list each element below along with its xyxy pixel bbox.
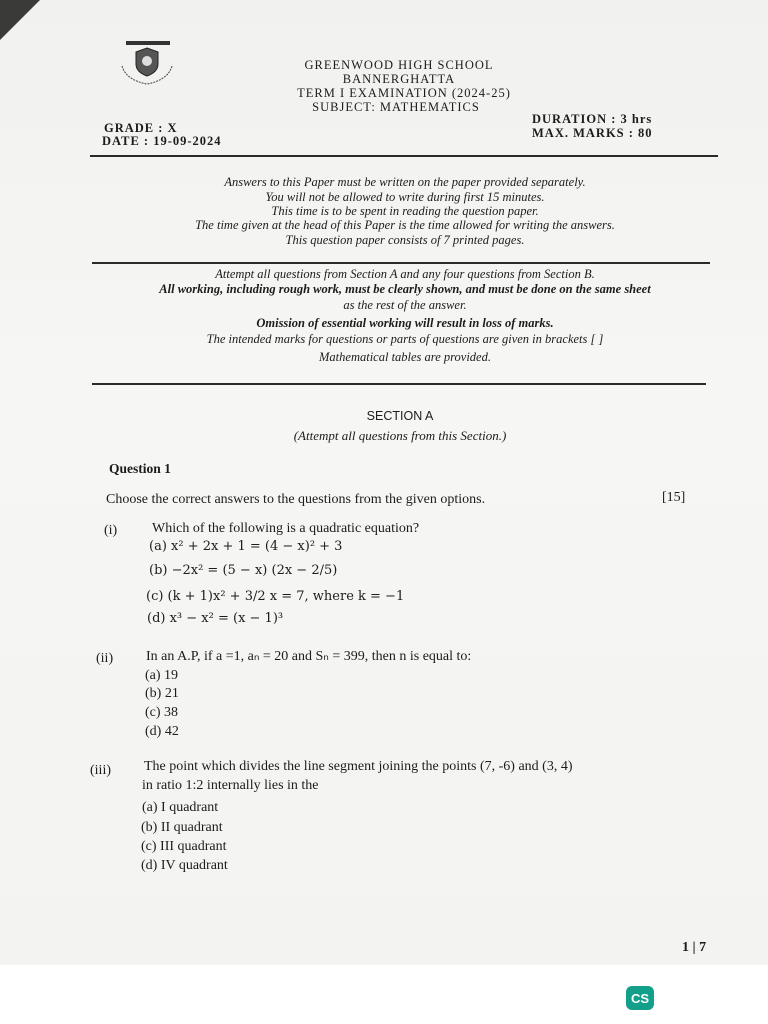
instruction-line: This question paper consists of 7 printed pages. (285, 233, 525, 247)
option-c: (c) (k + 1)x² + 3/2 x = 7, where k = −1 (146, 589, 405, 604)
option-c: (c) 38 (145, 705, 179, 720)
duration-label: DURATION : 3 hrs (532, 112, 653, 126)
option-d: (d) IV quadrant (141, 858, 228, 873)
instruction-line: Mathematical tables are provided. (319, 350, 491, 364)
divider-2 (92, 262, 710, 264)
option-d: (d) x³ − x² = (x − 1)³ (147, 611, 284, 626)
instruction-line: All working, including rough work, must be clearly shown, and must be done on the same sheet (159, 282, 651, 296)
divider-3 (92, 383, 706, 385)
option-b: (b) 21 (145, 686, 179, 701)
section-subtitle: (Attempt all questions from this Section.) (293, 428, 507, 443)
part-text: Which of the following is a quadratic equation? (152, 521, 420, 536)
option-d: (d) 42 (145, 724, 179, 739)
camscanner-badge: CS (626, 986, 654, 1010)
question-prompt: Choose the correct answers to the questions from the given options. (106, 492, 486, 507)
grade-label: GRADE : X (104, 121, 178, 135)
max-marks-label: MAX. MARKS : 80 (532, 126, 653, 140)
exam-title: TERM I EXAMINATION (2024-25) (297, 86, 511, 100)
school-name: GREENWOOD HIGH SCHOOL (304, 58, 494, 72)
option-a: (a) x² + 2x + 1 = (4 − x)² + 3 (149, 539, 343, 554)
option-b: (b) −2x² = (5 − x) (2x − 2/5) (149, 563, 338, 578)
instruction-line: Answers to this Paper must be written on the paper provided separately. (224, 175, 586, 189)
section-title: SECTION A (366, 409, 434, 423)
instruction-line: You will not be allowed to write during first 15 minutes. (265, 190, 545, 204)
divider-1 (90, 155, 718, 157)
part-number: (i) (104, 523, 118, 538)
page-number: 1 | 7 (682, 940, 707, 955)
option-a: (a) 19 (145, 668, 179, 683)
part-number: (ii) (96, 651, 114, 666)
school-location: BANNERGHATTA (342, 72, 456, 86)
part-text-continued: in ratio 1:2 internally lies in the (142, 778, 319, 793)
instruction-line: as the rest of the answer. (343, 298, 467, 312)
part-text: In an A.P, if a =1, aₙ = 20 and Sₙ = 399, then n is equal to: (146, 649, 472, 664)
question-title: Question 1 (109, 461, 171, 476)
instruction-line: The time given at the head of this Paper is the time allowed for writing the answers. (195, 218, 615, 232)
instruction-line: This time is to be spent in reading the question paper. (271, 204, 539, 218)
instruction-line: Attempt all questions from Section A and any four questions from Section B. (215, 267, 595, 281)
option-b: (b) II quadrant (141, 820, 223, 835)
instruction-line: Omission of essential working will result in loss of marks. (256, 316, 554, 330)
part-text: The point which divides the line segment joining the points (7, -6) and (3, 4) (144, 759, 573, 774)
question-marks: [15] (662, 490, 686, 505)
photo-corner (0, 0, 40, 40)
instruction-line: The intended marks for questions or parts of questions are given in brackets [ ] (206, 332, 604, 346)
option-c: (c) III quadrant (141, 839, 227, 854)
option-a: (a) I quadrant (142, 800, 219, 815)
part-number: (iii) (90, 763, 111, 778)
subject-title: SUBJECT: MATHEMATICS (312, 100, 480, 114)
date-label: DATE : 19-09-2024 (102, 134, 222, 148)
